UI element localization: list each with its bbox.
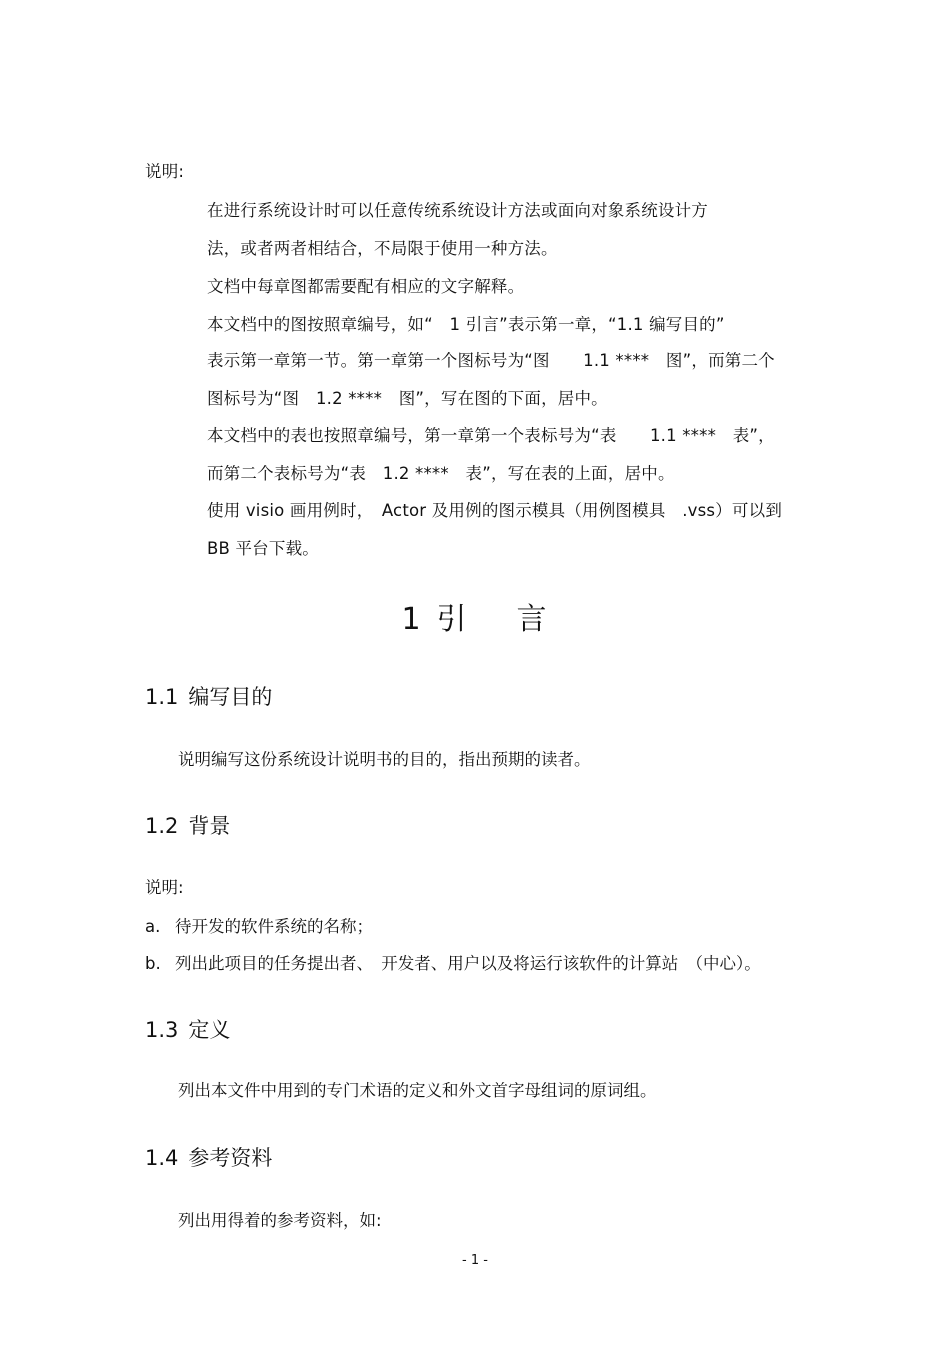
list-item — [145, 916, 373, 938]
intro-line: 文档中每章图都需要配有相应的文字解释。 — [207, 277, 525, 296]
list-marker: b. — [145, 954, 161, 973]
intro-line: 而第二个表标号为“表 1.2 **** 表”，写在表的上面，居中。 — [207, 464, 675, 483]
list-marker: a. — [145, 917, 161, 936]
section-heading — [145, 1016, 230, 1044]
section-title: 定义 — [188, 1018, 231, 1042]
list-item-text: 待开发的软件系统的名称； — [175, 917, 373, 936]
section-heading — [145, 683, 272, 711]
list-item — [145, 953, 761, 975]
intro-line: 图标号为“图 1.2 **** 图”，写在图的下面，居中。 — [207, 389, 608, 408]
intro-line: 在进行系统设计时可以任意传统系统设计方法或面向对象系统设计方 — [207, 201, 708, 220]
intro-line: 本文档中的图按照章编号，如“ 1 引言”表示第一章，“1.1 编写目的” — [207, 315, 725, 334]
page-number: - 1 - — [462, 1253, 488, 1268]
chapter-title-char: 引 — [436, 602, 469, 637]
section-text: 说明编写这份系统设计说明书的目的，指出预期的读者。 — [178, 750, 591, 769]
section-text: 列出用得着的参考资料，如: — [178, 1211, 382, 1230]
section-number: 1.2 — [145, 814, 179, 838]
intro-line: 法，或者两者相结合，不局限于使用一种方法。 — [207, 239, 558, 258]
section-heading — [145, 812, 230, 840]
chapter-number: 1 — [401, 602, 423, 637]
section-title: 参考资料 — [188, 1146, 273, 1170]
section-number: 1.3 — [145, 1018, 179, 1042]
section-title: 编写目的 — [188, 685, 273, 709]
section-title: 背景 — [188, 814, 231, 838]
section-label: 说明: — [145, 878, 184, 897]
intro-line: 本文档中的表也按照章编号，第一章第一个表标号为“表 1.1 **** 表”， — [207, 426, 775, 445]
section-heading — [145, 1144, 272, 1172]
intro-line: 表示第一章第一节。第一章第一个图标号为“图 1.1 **** 图”，而第二个 — [207, 351, 775, 370]
section-text: 列出本文件中用到的专门术语的定义和外文首字母组词的原词组。 — [178, 1081, 657, 1100]
list-item-text: 列出此项目的任务提出者、 开发者、用户以及将运行该软件的计算站 （中心）。 — [175, 954, 761, 973]
intro-label: 说明: — [145, 162, 185, 181]
section-number: 1.1 — [145, 685, 179, 709]
intro-line: 使用 visio 画用例时， Actor 及用例的图示模具（用例图模具 .vss）可以到 — [207, 501, 783, 520]
chapter-title-char: 言 — [516, 602, 549, 637]
section-number: 1.4 — [145, 1146, 179, 1170]
chapter-title — [0, 600, 950, 640]
intro-line: BB 平台下载。 — [207, 539, 319, 558]
